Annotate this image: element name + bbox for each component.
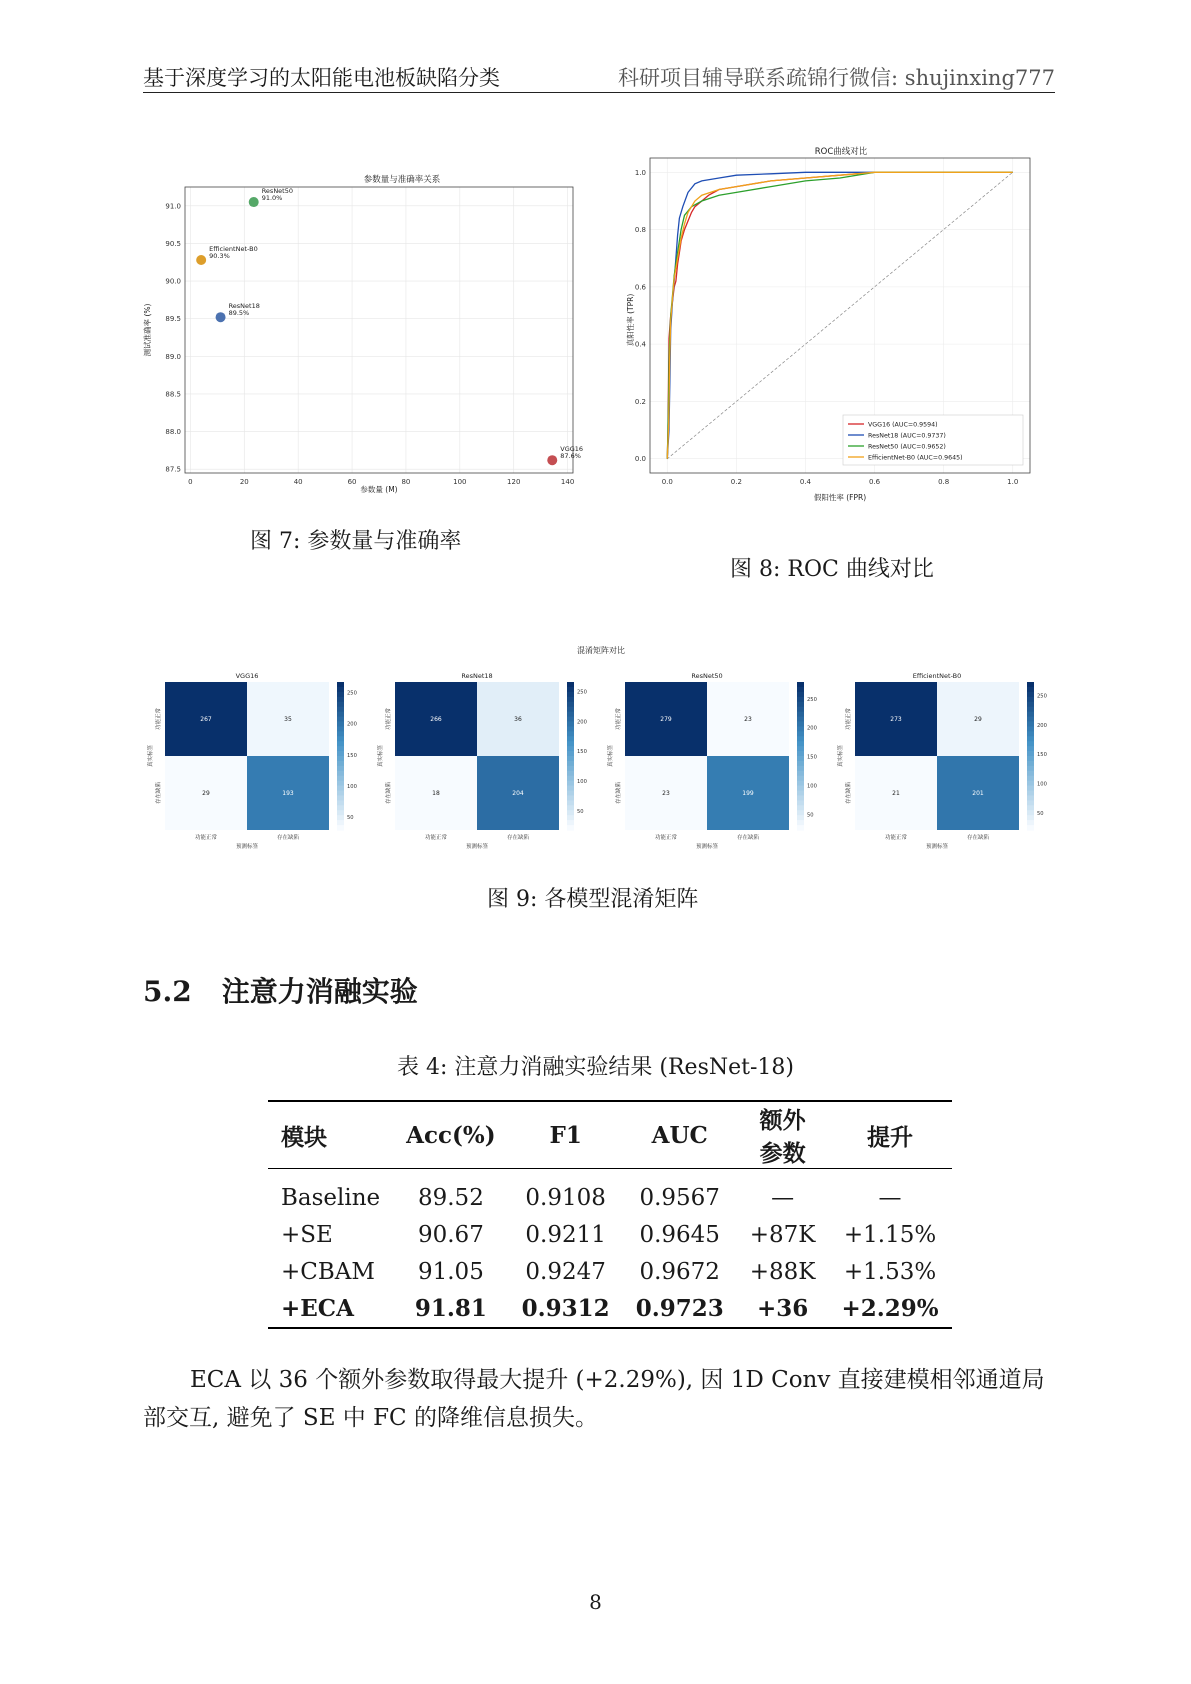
colorbar-segment — [797, 721, 804, 727]
colorbar-segment — [337, 805, 344, 811]
colorbar-segment — [797, 687, 804, 693]
matrix-col-label: 存在缺陷 — [506, 835, 530, 841]
fig9-title: 混淆矩阵对比 — [577, 646, 625, 655]
matrix-row-label: 存在缺陷 — [616, 781, 622, 805]
colorbar-tick-label: 150 — [577, 749, 587, 756]
colorbar-segment — [567, 697, 574, 703]
colorbar-segment — [337, 736, 344, 742]
colorbar-segment — [337, 697, 344, 703]
colorbar-segment — [567, 781, 574, 787]
matrix-cell-value: 29 — [974, 716, 982, 723]
colorbar-segment — [1027, 825, 1034, 831]
colorbar-tick-label: 150 — [347, 752, 357, 759]
colorbar-segment — [567, 800, 574, 806]
colorbar-segment — [1027, 697, 1034, 703]
colorbar-segment — [567, 731, 574, 737]
body-paragraph-line-2: 部交互, 避免了 SE 中 FC 的降维信息损失。 — [143, 1405, 598, 1431]
fig8-x-ticks — [662, 478, 1019, 486]
colorbar-segment — [337, 721, 344, 727]
matrix-cell-value: 273 — [890, 716, 902, 723]
table-cell: +1.53% — [843, 1258, 937, 1285]
fig7-title: 参数量与准确率关系 — [363, 175, 441, 185]
matrix-x-axis-label: 预测标签 — [695, 844, 719, 850]
colorbar-tick-label: 150 — [807, 754, 817, 761]
colorbar-segment — [337, 692, 344, 698]
matrix-cell-value: 279 — [660, 716, 672, 723]
fig7-point-marker — [249, 197, 259, 207]
confusion-matrix-panel — [836, 672, 1047, 850]
colorbar-segment — [567, 721, 574, 727]
colorbar-segment — [337, 795, 344, 801]
col-header-gain: 提升 — [867, 1123, 914, 1151]
table-header-row — [268, 1101, 952, 1169]
colorbar-segment — [1027, 795, 1034, 801]
matrix-row-label: 存在缺陷 — [846, 781, 852, 805]
matrix-title: ResNet50 — [691, 672, 723, 680]
colorbar-segment — [1027, 810, 1034, 816]
table-cell: Baseline — [281, 1184, 381, 1211]
fig7-point-name: ResNet50 — [261, 187, 294, 196]
fig7-y-tick-label: 89.0 — [165, 352, 181, 361]
colorbar-segment — [1027, 687, 1034, 693]
matrix-col-label: 功能正常 — [884, 835, 908, 841]
colorbar-segment — [337, 820, 344, 826]
table-cell: 0.9567 — [639, 1184, 720, 1211]
table-row — [268, 1169, 952, 1217]
colorbar-tick-label: 250 — [807, 696, 817, 703]
matrix-row-label: 功能正常 — [386, 707, 392, 731]
colorbar-segment — [337, 731, 344, 737]
colorbar-segment — [567, 717, 574, 723]
colorbar-segment — [337, 786, 344, 792]
table-cell: 0.9312 — [521, 1295, 610, 1322]
fig7-y-tick-label: 88.0 — [165, 428, 181, 437]
matrix-cell-value: 267 — [200, 716, 212, 723]
matrix-col-label: 功能正常 — [424, 835, 448, 841]
fig7-point-name: VGG16 — [560, 445, 584, 454]
colorbar-segment — [1027, 731, 1034, 737]
fig7-x-tick-label: 60 — [347, 478, 357, 486]
body-paragraph-line-1: ECA 以 36 个额外参数取得最大提升 (+2.29%), 因 1D Conv 直接建模相邻通道局 — [190, 1367, 1045, 1393]
confusion-matrix-panel — [606, 672, 817, 850]
matrix-col-label: 功能正常 — [194, 835, 218, 841]
colorbar-segment — [1027, 805, 1034, 811]
colorbar-segment — [1027, 771, 1034, 777]
fig7-x-tick-label: 120 — [507, 478, 521, 486]
colorbar-segment — [567, 815, 574, 821]
fig7-x-tick-label: 100 — [453, 478, 467, 486]
colorbar-tick-label: 150 — [1037, 752, 1047, 759]
header-rule — [143, 92, 1055, 93]
fig7-plot-frame — [185, 187, 573, 473]
colorbar-segment — [1027, 781, 1034, 787]
colorbar-segment — [337, 771, 344, 777]
colorbar-segment — [337, 776, 344, 782]
colorbar-segment — [567, 687, 574, 693]
colorbar-segment — [337, 717, 344, 723]
fig7-point-name: EfficientNet-B0 — [209, 245, 258, 254]
table-cell: +87K — [749, 1221, 816, 1248]
fig8-legend-label: ResNet50 (AUC=0.9652) — [868, 443, 946, 451]
colorbar-segment — [1027, 682, 1034, 688]
matrix-cell-value: 21 — [892, 790, 900, 797]
table-cell: 0.9247 — [525, 1258, 606, 1285]
table-cell: — — [771, 1184, 795, 1211]
colorbar-tick-label: 250 — [1037, 693, 1047, 700]
fig7-y-ticks — [165, 202, 181, 473]
fig7-x-tick-label: 80 — [401, 478, 411, 486]
fig8-legend-label: ResNet18 (AUC=0.9737) — [868, 432, 946, 440]
colorbar-segment — [1027, 692, 1034, 698]
colorbar-segment — [1027, 712, 1034, 718]
colorbar-segment — [1027, 820, 1034, 826]
colorbar-segment — [797, 810, 804, 816]
matrix-row-label: 功能正常 — [846, 707, 852, 731]
colorbar-segment — [1027, 766, 1034, 772]
matrix-y-axis-label: 真实标签 — [608, 744, 614, 768]
colorbar-segment — [1027, 736, 1034, 742]
fig7-point-value-label: 90.3% — [209, 252, 230, 261]
colorbar-segment — [797, 746, 804, 752]
colorbar-segment — [797, 682, 804, 688]
fig7-x-tick-label: 0 — [188, 478, 193, 486]
table-cell: 0.9645 — [639, 1221, 720, 1248]
running-header-title: 基于深度学习的太阳能电池板缺陷分类 — [143, 66, 500, 90]
colorbar-tick-label: 100 — [1037, 781, 1047, 788]
colorbar-segment — [337, 682, 344, 688]
colorbar-segment — [567, 825, 574, 831]
colorbar-segment — [567, 791, 574, 797]
fig7-caption: 图 7: 参数量与准确率 — [250, 529, 462, 554]
colorbar-segment — [567, 726, 574, 732]
matrix-y-axis-label: 真实标签 — [838, 744, 844, 768]
fig8-legend-label: VGG16 (AUC=0.9594) — [868, 421, 938, 429]
table-cell: +2.29% — [841, 1295, 939, 1322]
colorbar-segment — [567, 702, 574, 708]
fig7-x-tick-label: 140 — [560, 478, 575, 486]
matrix-title: ResNet18 — [461, 672, 493, 680]
matrix-col-label: 存在缺陷 — [276, 835, 300, 841]
fig9-caption: 图 9: 各模型混淆矩阵 — [487, 887, 699, 912]
matrix-cell-value: 29 — [202, 790, 210, 797]
colorbar-segment — [1027, 800, 1034, 806]
colorbar-segment — [567, 820, 574, 826]
matrix-cell-value: 35 — [284, 716, 292, 723]
table4-caption: 表 4: 注意力消融实验结果 (ResNet-18) — [397, 1055, 794, 1080]
fig8-x-tick-label: 1.0 — [1007, 478, 1019, 486]
table4-results — [268, 1100, 952, 1329]
colorbar-segment — [797, 731, 804, 737]
colorbar-segment — [797, 712, 804, 718]
colorbar-segment — [797, 805, 804, 811]
matrix-col-label: 存在缺陷 — [736, 835, 760, 841]
matrix-cell-value: 18 — [432, 790, 440, 797]
fig8-y-axis-label: 真阳性率 (TPR) — [626, 293, 635, 347]
fig8-y-tick-label: 0.8 — [634, 226, 646, 235]
colorbar-tick-label: 100 — [347, 783, 357, 790]
colorbar-segment — [337, 766, 344, 772]
colorbar-segment — [797, 692, 804, 698]
fig8-x-tick-label: 0.0 — [661, 478, 673, 486]
fig7-x-tick-label: 40 — [293, 478, 303, 486]
matrix-col-label: 功能正常 — [654, 835, 678, 841]
matrix-cell-value: 36 — [514, 716, 522, 723]
fig9-confusion-matrices — [145, 640, 1065, 855]
table-cell: 0.9723 — [635, 1295, 724, 1322]
fig7-grid — [185, 187, 573, 473]
fig7-point-value-label: 91.0% — [261, 194, 283, 203]
fig8-x-tick-label: 0.2 — [730, 478, 742, 486]
colorbar-segment — [337, 746, 344, 752]
colorbar-segment — [567, 786, 574, 792]
colorbar-segment — [567, 746, 574, 752]
table-cell: 0.9211 — [525, 1221, 606, 1248]
fig7-y-tick-label: 90.0 — [165, 277, 181, 286]
table-cell: 0.9108 — [525, 1184, 606, 1211]
colorbar-segment — [797, 795, 804, 801]
colorbar-segment — [567, 766, 574, 772]
colorbar-tick-label: 50 — [577, 808, 584, 815]
matrix-cell-value: 23 — [744, 716, 752, 723]
colorbar-segment — [797, 751, 804, 757]
table-cell: +CBAM — [281, 1258, 375, 1285]
fig7-y-tick-label: 89.5 — [165, 315, 181, 324]
colorbar-segment — [337, 825, 344, 831]
colorbar-segment — [797, 776, 804, 782]
fig8-y-tick-label: 0.6 — [634, 283, 646, 292]
fig8-y-ticks — [635, 169, 647, 463]
table-row — [268, 1253, 952, 1290]
colorbar-segment — [797, 756, 804, 762]
colorbar-segment — [567, 805, 574, 811]
col-header-f1: F1 — [549, 1121, 582, 1149]
colorbar-segment — [797, 786, 804, 792]
fig8-x-tick-label: 0.6 — [868, 478, 881, 486]
colorbar-segment — [567, 741, 574, 747]
colorbar-segment — [567, 682, 574, 688]
fig8-y-tick-label: 0.4 — [634, 340, 646, 349]
matrix-x-axis-label: 预测标签 — [925, 844, 949, 850]
colorbar-segment — [797, 820, 804, 826]
colorbar-segment — [567, 756, 574, 762]
colorbar-segment — [567, 776, 574, 782]
colorbar-segment — [797, 726, 804, 732]
table-cell: 0.9672 — [639, 1258, 720, 1285]
confusion-matrix-panel — [376, 672, 587, 850]
colorbar-segment — [1027, 751, 1034, 757]
colorbar-segment — [1027, 761, 1034, 767]
fig7-point-name: ResNet18 — [228, 302, 260, 311]
colorbar-segment — [567, 795, 574, 801]
fig7-point-marker — [216, 312, 226, 322]
fig7-points — [196, 187, 583, 465]
colorbar-segment — [797, 815, 804, 821]
colorbar-segment — [797, 791, 804, 797]
colorbar-tick-label: 250 — [577, 689, 587, 696]
colorbar-segment — [797, 781, 804, 787]
colorbar-segment — [1027, 756, 1034, 762]
matrix-cell-value: 23 — [662, 790, 670, 797]
page-number: 8 — [589, 1590, 602, 1614]
table-row — [268, 1290, 952, 1328]
matrix-cell-value: 201 — [972, 790, 984, 797]
colorbar-tick-label: 200 — [577, 719, 587, 726]
matrix-cell-value: 193 — [282, 790, 294, 797]
matrix-title: EfficientNet-B0 — [912, 672, 962, 680]
table-cell: +ECA — [281, 1295, 354, 1322]
running-header-contact: 科研项目辅导联系疏锦行微信: shujinxing777 — [618, 66, 1055, 90]
table-row — [268, 1216, 952, 1253]
colorbar-segment — [567, 692, 574, 698]
fig8-legend — [843, 415, 1023, 465]
matrix-x-axis-label: 预测标签 — [235, 844, 259, 850]
fig7-point-value-label: 87.6% — [560, 452, 581, 461]
col-header-module: 模块 — [281, 1123, 327, 1151]
colorbar-segment — [797, 800, 804, 806]
section-heading — [143, 970, 418, 1010]
table-cell: 91.81 — [414, 1295, 487, 1322]
colorbar-segment — [1027, 721, 1034, 727]
colorbar-segment — [797, 766, 804, 772]
colorbar-segment — [1027, 726, 1034, 732]
colorbar-segment — [1027, 707, 1034, 713]
matrix-title: VGG16 — [235, 672, 259, 680]
fig7-point-marker — [196, 255, 206, 265]
table-cell: — — [878, 1184, 902, 1211]
colorbar-segment — [1027, 717, 1034, 723]
colorbar-segment — [337, 756, 344, 762]
colorbar-tick-label: 100 — [807, 783, 817, 790]
colorbar-segment — [337, 702, 344, 708]
colorbar-segment — [1027, 741, 1034, 747]
fig7-point-value-label: 89.5% — [228, 309, 250, 318]
colorbar-segment — [797, 702, 804, 708]
col-header-acc: Acc(%) — [406, 1121, 496, 1149]
fig7-y-axis-label: 测试准确率 (%) — [143, 303, 152, 357]
fig8-y-tick-label: 0.2 — [634, 397, 646, 406]
colorbar-segment — [797, 717, 804, 723]
fig8-caption: 图 8: ROC 曲线对比 — [730, 557, 934, 582]
matrix-cell-value: 204 — [512, 790, 524, 797]
colorbar-segment — [1027, 746, 1034, 752]
confusion-matrix-panel — [146, 672, 357, 850]
colorbar-segment — [337, 707, 344, 713]
matrix-row-label: 功能正常 — [156, 707, 162, 731]
table-cell: +36 — [756, 1295, 809, 1322]
matrix-y-axis-label: 真实标签 — [148, 744, 154, 768]
colorbar-segment — [337, 800, 344, 806]
colorbar-segment — [337, 761, 344, 767]
table-cell: 90.67 — [417, 1221, 484, 1248]
colorbar-segment — [1027, 791, 1034, 797]
table-cell: 91.05 — [417, 1258, 484, 1285]
table-cell: 89.52 — [417, 1184, 484, 1211]
matrix-y-axis-label: 真实标签 — [378, 744, 384, 768]
colorbar-segment — [797, 697, 804, 703]
colorbar-segment — [797, 707, 804, 713]
fig8-x-tick-label: 0.8 — [938, 478, 950, 486]
colorbar-segment — [567, 707, 574, 713]
colorbar-tick-label: 250 — [347, 690, 357, 697]
fig7-x-axis-label: 参数量 (M) — [360, 485, 398, 494]
table-cell: +SE — [281, 1221, 333, 1248]
fig8-title: ROC曲线对比 — [814, 147, 868, 157]
colorbar-segment — [1027, 702, 1034, 708]
colorbar-segment — [337, 815, 344, 821]
fig9-panels — [146, 672, 1047, 850]
fig7-point-marker — [547, 455, 557, 465]
colorbar-segment — [797, 736, 804, 742]
colorbar-segment — [337, 810, 344, 816]
colorbar-segment — [567, 751, 574, 757]
colorbar-segment — [797, 761, 804, 767]
col-header-extra-params: 额外参数 — [759, 1107, 806, 1167]
fig7-scatter-chart — [140, 165, 600, 510]
fig8-roc-chart — [625, 140, 1055, 530]
table-cell: +1.15% — [843, 1221, 937, 1248]
colorbar-segment — [337, 791, 344, 797]
colorbar-tick-label: 50 — [347, 814, 354, 821]
fig8-x-axis-label: 假阳性率 (FPR) — [813, 493, 867, 502]
matrix-cell-value: 199 — [742, 790, 754, 797]
matrix-x-axis-label: 预测标签 — [465, 844, 489, 850]
colorbar-tick-label: 50 — [807, 812, 814, 819]
colorbar-segment — [567, 810, 574, 816]
table-cell: +88K — [749, 1258, 816, 1285]
colorbar-segment — [1027, 786, 1034, 792]
matrix-row-label: 存在缺陷 — [386, 781, 392, 805]
colorbar-segment — [337, 726, 344, 732]
colorbar-tick-label: 200 — [807, 725, 817, 732]
colorbar-segment — [797, 825, 804, 831]
colorbar-segment — [1027, 815, 1034, 821]
matrix-row-label: 功能正常 — [616, 707, 622, 731]
fig7-y-tick-label: 90.5 — [165, 239, 181, 248]
colorbar-segment — [337, 741, 344, 747]
colorbar-segment — [337, 751, 344, 757]
section-title: 注意力消融实验 — [221, 975, 418, 1008]
colorbar-segment — [337, 781, 344, 787]
colorbar-segment — [797, 741, 804, 747]
fig8-x-tick-label: 0.4 — [799, 478, 812, 486]
colorbar-tick-label: 200 — [1037, 722, 1047, 729]
colorbar-segment — [337, 687, 344, 693]
fig8-y-tick-label: 1.0 — [634, 168, 646, 177]
colorbar-segment — [337, 712, 344, 718]
colorbar-tick-label: 50 — [1037, 810, 1044, 817]
col-header-auc: AUC — [651, 1121, 708, 1149]
colorbar-segment — [797, 771, 804, 777]
fig8-y-tick-label: 0.0 — [634, 455, 646, 464]
colorbar-segment — [567, 712, 574, 718]
colorbar-tick-label: 200 — [347, 721, 357, 728]
colorbar-tick-label: 100 — [577, 779, 587, 786]
colorbar-segment — [567, 771, 574, 777]
colorbar-segment — [567, 761, 574, 767]
fig7-y-tick-label: 91.0 — [165, 202, 181, 211]
matrix-cell-value: 266 — [430, 716, 442, 723]
section-number: 5.2 — [143, 975, 192, 1008]
fig7-y-tick-label: 88.5 — [165, 390, 181, 399]
colorbar-segment — [1027, 776, 1034, 782]
colorbar-segment — [567, 736, 574, 742]
matrix-col-label: 存在缺陷 — [966, 835, 990, 841]
fig8-legend-label: EfficientNet-B0 (AUC=0.9645) — [868, 454, 963, 462]
fig7-y-tick-label: 87.5 — [165, 465, 181, 474]
fig7-x-tick-label: 20 — [239, 478, 249, 486]
matrix-row-label: 存在缺陷 — [156, 781, 162, 805]
